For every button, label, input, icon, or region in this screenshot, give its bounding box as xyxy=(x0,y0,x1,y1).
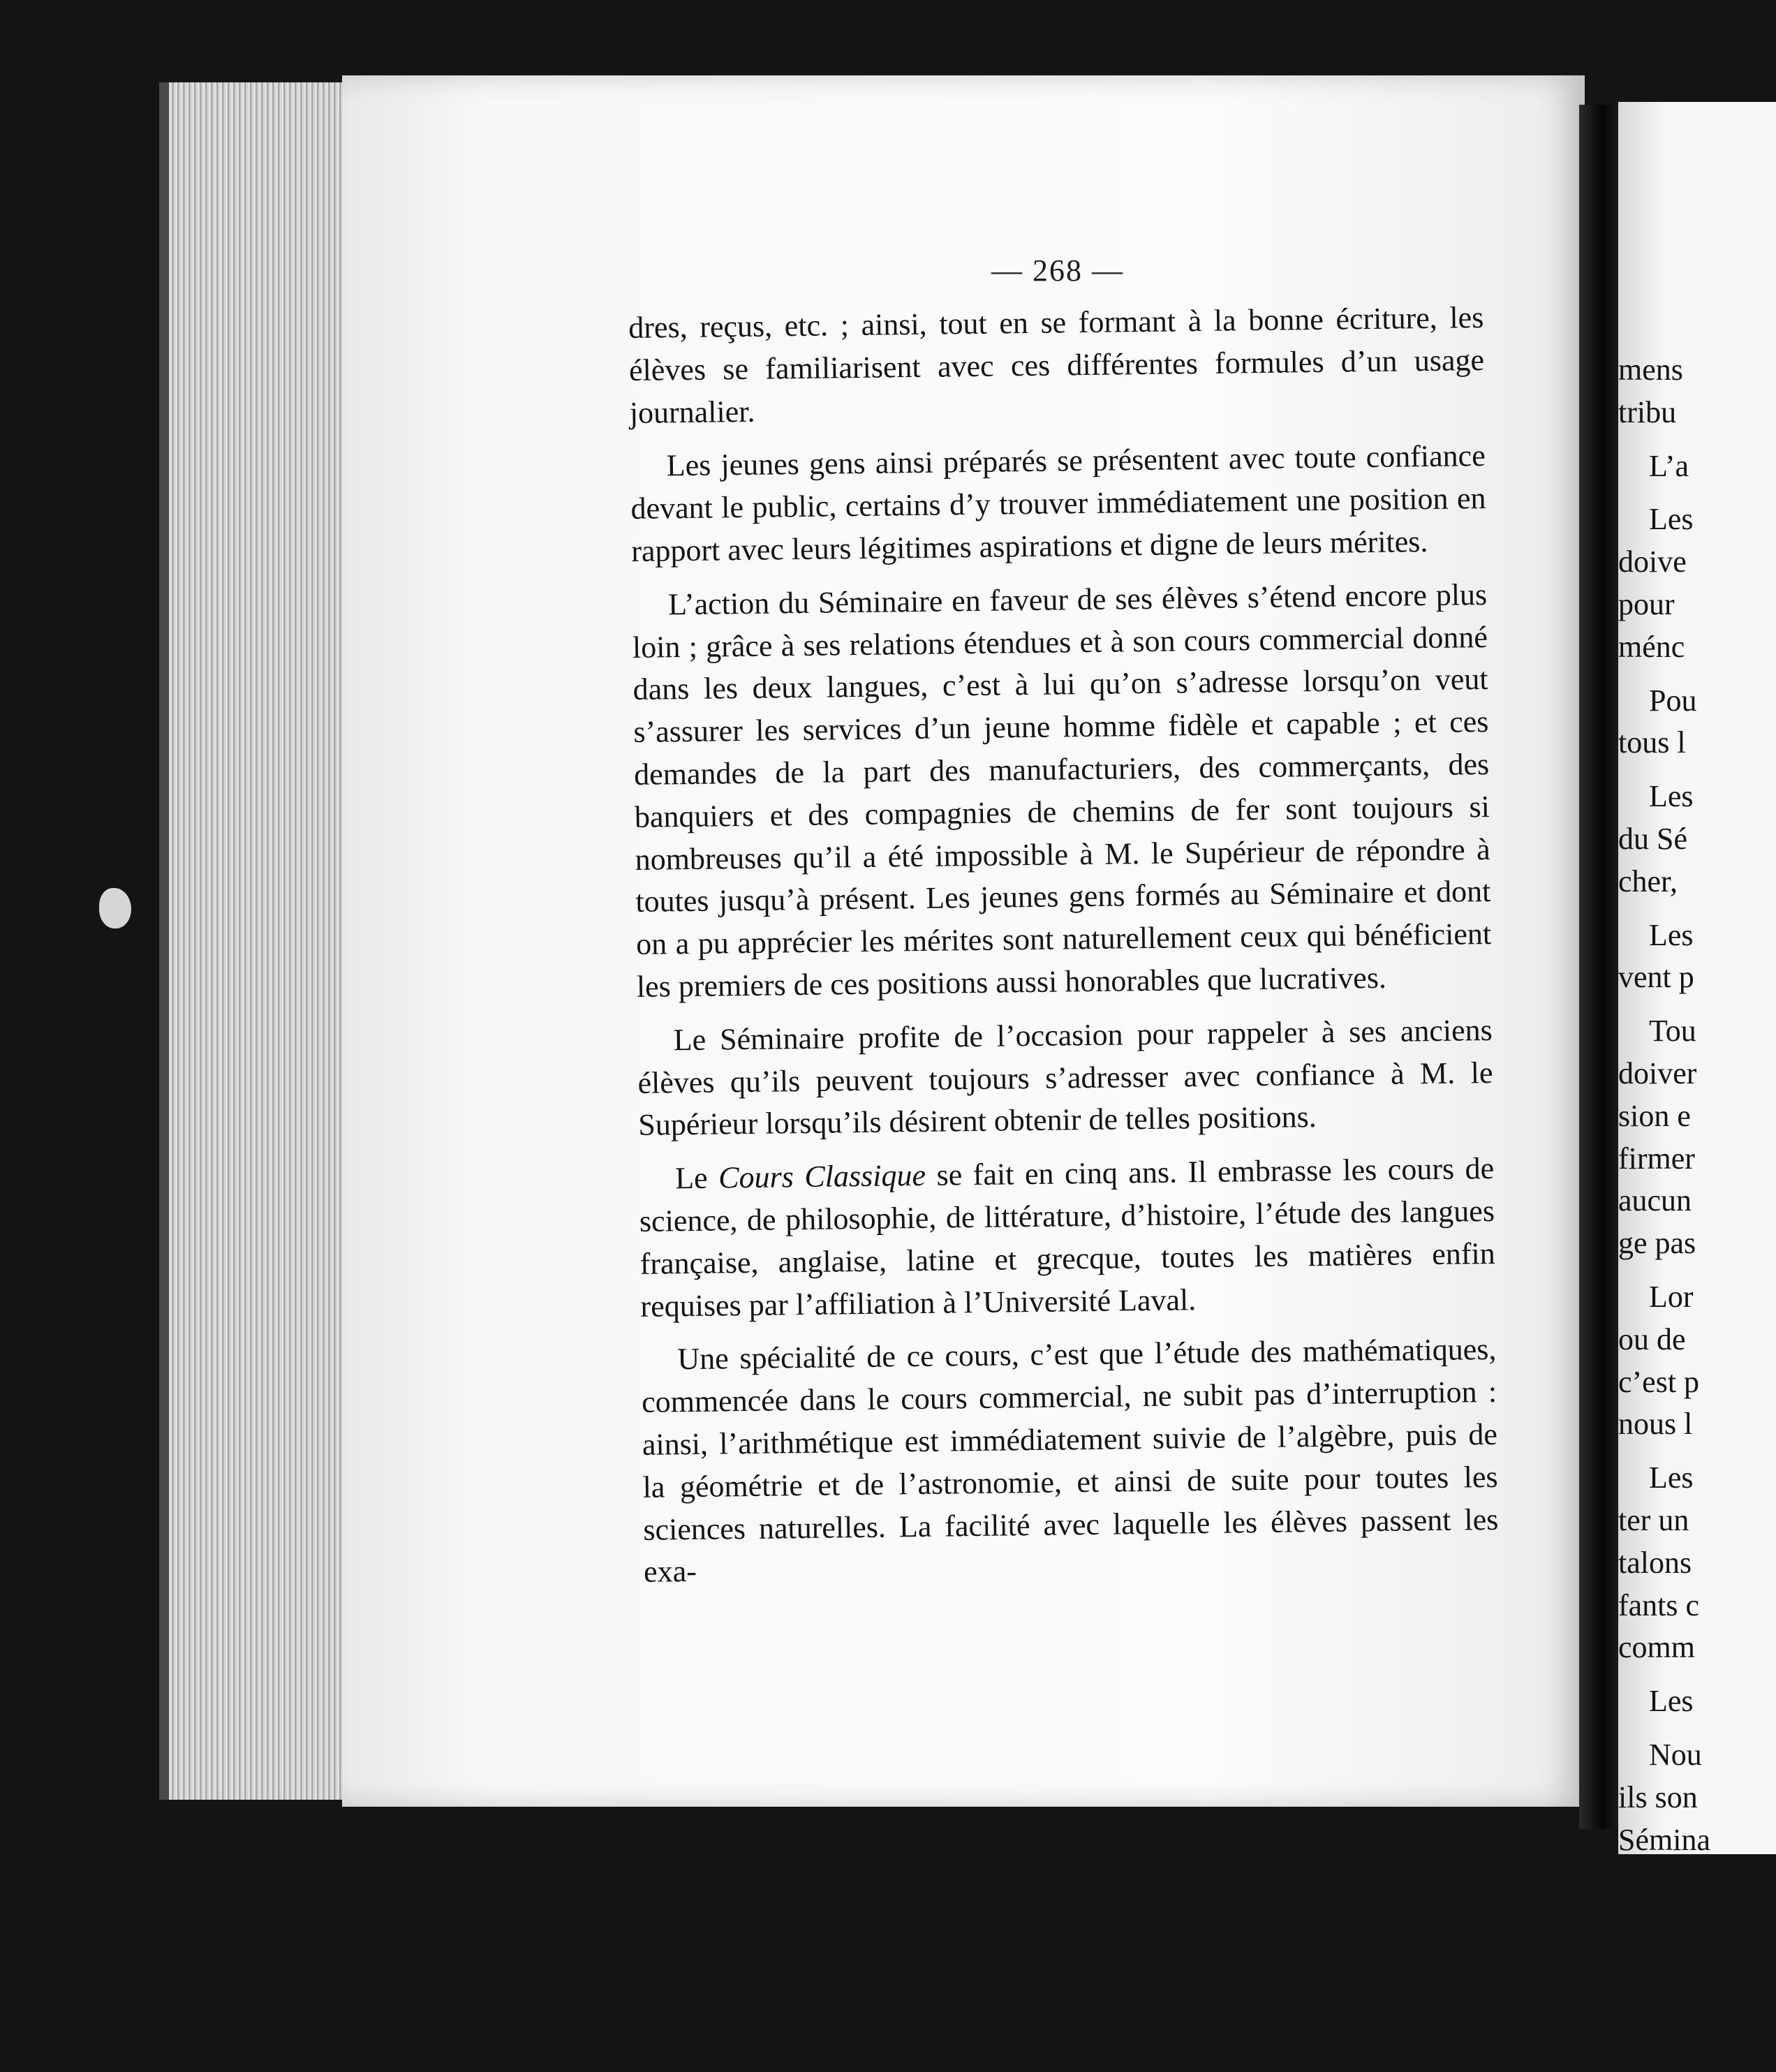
right-page-line: tous l xyxy=(1618,725,1686,760)
right-page-line: cher, xyxy=(1618,864,1678,898)
text-run: se fait en cinq ans. Il embrasse les cours de science, de philosophie, de littérature, d’histoire, l’étude des langues française, anglaise, latine et grecque, toutes les matières enfin requises par l’affiliation à l’Université Laval. xyxy=(639,1151,1495,1324)
right-page-line: L’a xyxy=(1649,448,1689,483)
right-page-line: pour xyxy=(1618,586,1675,621)
text-run: Le xyxy=(674,1160,719,1196)
right-page-line: aucun xyxy=(1618,1183,1692,1218)
right-page-line: comm xyxy=(1618,1630,1695,1665)
right-page-line: ils son xyxy=(1618,1779,1698,1814)
right-page-line: talons xyxy=(1618,1545,1692,1580)
right-page-text xyxy=(1618,349,1776,1861)
italic-title: Cours Classique xyxy=(718,1158,926,1195)
right-page-line: doive xyxy=(1618,545,1687,579)
paragraph: L’action du Séminaire en faveur de ses élèves s’étend encore plus loin ; grâce à ses relations étendues et à son cours commercial donné dans les deux langues, c’est à lui qu’on s’adresse lorsqu’on veut s’assurer les services d’un jeune homme fidèle et capable ; et ces demandes de la part des manufacturiers, des commerçants, des banquiers et des compagnies de chemins de fer sont toujours si nombreuses qu’il a été impossible à M. le Supérieur de répondre à toutes jusqu’à présent. Les jeunes gens formés au Séminaire et dont on a pu apprécier les mérites sont naturellement ceux qui bénéficient les premiers de ces positions aussi honorables que lucratives. xyxy=(632,577,1492,1004)
right-page-line: fants c xyxy=(1618,1588,1700,1622)
right-page-line: ou de xyxy=(1618,1322,1686,1356)
page-number: — 268 — xyxy=(991,253,1124,288)
right-page-line: ge pas xyxy=(1618,1226,1696,1261)
right-page-line: mens xyxy=(1618,353,1683,387)
right-page-line: Lor xyxy=(1649,1279,1694,1314)
right-page-line: Les xyxy=(1649,1460,1694,1495)
paragraph-cours-classique xyxy=(639,1148,1496,1328)
right-page-line: Les xyxy=(1649,779,1694,814)
right-page-line: ter un xyxy=(1618,1502,1689,1537)
right-page-line: Pou xyxy=(1649,683,1697,718)
right-page-line: firmer xyxy=(1618,1141,1695,1176)
right-page-line: Nou xyxy=(1649,1737,1702,1772)
right-page-line: sion e xyxy=(1618,1098,1691,1133)
right-page-line: ménc xyxy=(1618,629,1685,664)
paragraph: dres, reçus, etc. ; ainsi, tout en se formant à la bonne écriture, les élèves se familiarisent avec ces différentes formules d’un usage journalier. xyxy=(628,300,1485,430)
paragraph: Le Séminaire profite de l’occasion pour rappeler à ses anciens élèves qu’ils peuvent toujours s’adresser avec confiance à M. le Supérieur lorsqu’ils désirent obtenir de telles positions. xyxy=(637,1012,1493,1143)
right-page-line: c’est p xyxy=(1618,1364,1700,1399)
right-page-line: Les xyxy=(1649,1684,1694,1719)
right-page-line: vent p xyxy=(1618,960,1694,995)
main-text-block xyxy=(628,297,1500,1605)
paragraph: Une spécialité de ce cours, c’est que l’étude des mathématiques, commencée dans le cours commercial, ne subit pas d’interruption : ainsi, l’arithmétique est immédiatement suivie de l’algèbre, puis de la géométrie et de l’astronomie, et ainsi de suite pour toutes les sciences naturelles. La facilité avec laquelle les élèves passent les exa- xyxy=(641,1332,1499,1590)
right-page-line: nous l xyxy=(1618,1407,1693,1442)
right-page-line: Sémina xyxy=(1618,1822,1710,1857)
right-page-line: tribu xyxy=(1618,394,1677,429)
paragraph: Les jeunes gens ainsi préparés se présentent avec toute confiance devant le public, certains d’y trouver immédiatement une position en rapport avec leurs légitimes aspirations et digne de leurs mérites. xyxy=(630,438,1486,568)
right-page-line: Les xyxy=(1649,502,1694,537)
right-page-line: Tou xyxy=(1649,1014,1696,1049)
scan-speck xyxy=(99,888,131,928)
right-page-line: du Sé xyxy=(1618,821,1687,856)
book-gutter xyxy=(1579,105,1618,1829)
right-page-line: doiver xyxy=(1618,1056,1697,1090)
right-page-line: Les xyxy=(1649,917,1694,952)
